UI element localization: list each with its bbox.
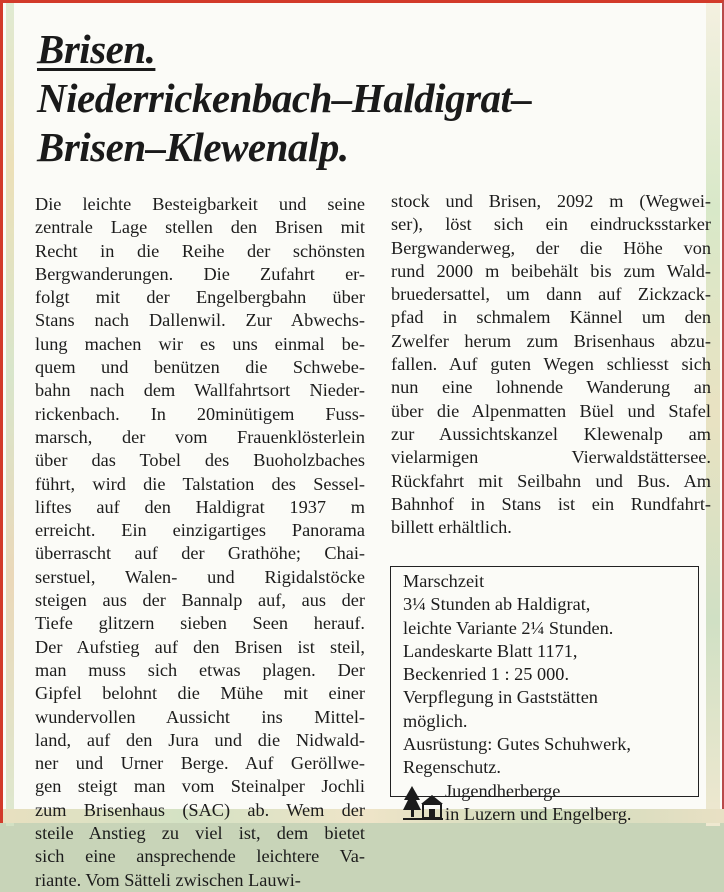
text-line: Stans nach Dallenwil. Zur Abwechs- (35, 310, 365, 331)
youth-hostel-note (403, 780, 698, 827)
text-line: vielarmigen Vierwaldstättersee. (391, 447, 711, 468)
text-line: man muss sich etwas plagen. Der (35, 659, 365, 680)
text-line: Verpflegung in Gaststätten (403, 687, 598, 708)
text-line: gen steigt man vom Steinalper Jochli (35, 776, 365, 797)
text-line: wundervollen Aussicht ins Mittel- (35, 706, 365, 727)
text-line: stock und Brisen, 2092 m (Wegwei- (391, 191, 711, 211)
youth-hostel-tree-house-icon (403, 784, 443, 822)
hostel-line-2: in Luzern und Engelberg. (445, 803, 632, 824)
text-line: Landeskarte Blatt 1171, (403, 640, 578, 661)
text-line: führt, wird die Talstation des Sessel- (35, 473, 365, 494)
hostel-line-1: Jugendherberge (445, 780, 561, 801)
text-line: Gipfel belohnt die Mühe mit einer (35, 683, 365, 704)
text-line: Recht in die Reihe der schönsten (35, 240, 365, 261)
text-line: erreicht. Ein einzigartiges Panorama (35, 520, 365, 541)
text-line: land, auf den Jura und die Nidwald- (35, 729, 365, 750)
text-line: lung machen wir es uns einmal be- (35, 333, 365, 354)
text-line: steile Anstieg zu viel ist, dem bietet (35, 823, 365, 844)
title-line-2: Niederrickenbach–Haldigrat– (37, 75, 532, 121)
text-line: serstuel, Walen- und Rigidalstöcke (35, 566, 365, 587)
text-line: Bergwanderweg, der die Höhe von (391, 237, 711, 258)
text-line: ner und Urner Berge. Auf Geröllwe- (35, 753, 365, 774)
text-line: quem und benützen die Schwebe- (35, 357, 365, 378)
title-line-1: Brisen. (37, 26, 156, 72)
text-line: rickenbach. In 20minütigem Fuss- (35, 403, 365, 424)
text-line: bruedersattel, um dann auf Zickzack- (391, 284, 711, 305)
text-line: folgt mit der Engelbergbahn über (35, 287, 365, 308)
text-line: liftes auf den Haldigrat 1937 m (35, 496, 365, 517)
text-line: Der Aufstieg auf den Brisen ist steil, (35, 636, 365, 657)
text-line: über das Tobel des Buoholzbaches (35, 450, 365, 471)
text-line: 3¼ Stunden ab Haldigrat, (403, 594, 591, 615)
text-line: bahn nach dem Wallfahrtsort Nieder- (35, 380, 365, 401)
description-column-1 (35, 193, 365, 892)
text-line: zum Brisenhaus (SAC) ab. Wem der (35, 799, 365, 820)
info-box (390, 566, 699, 824)
text-line: über die Alpenmatten Büel und Stafel (391, 400, 711, 421)
text-line: Ausrüstung: Gutes Schuhwerk, (403, 734, 631, 755)
text-line: Zwelfer herum zum Brisenhaus abzu- (391, 330, 711, 351)
text-line: pfad in schmalem Kännel um den (391, 307, 711, 328)
map-edge-left (6, 3, 14, 826)
text-line: Bahnhof in Stans ist ein Rundfahrt- (391, 493, 711, 514)
description-column-2 (391, 190, 711, 539)
text-line: sich eine ansprechende leichtere Va- (35, 846, 365, 867)
route-title (37, 25, 531, 172)
text-line: überrascht auf der Grathöhe; Chai- (35, 543, 365, 564)
text-line: rund 2000 m beibehält bis zum Wald- (391, 260, 711, 281)
text-line: möglich. (403, 710, 468, 731)
text-line: Bergwanderungen. Die Zufahrt er- (35, 263, 365, 284)
text-line: leichte Variante 2¼ Stunden. (403, 617, 614, 638)
text-line: nun eine lohnende Wanderung an (391, 377, 711, 398)
text-line: Tiefe glitzern sieben Seen herauf. (35, 613, 365, 634)
text-line: Marschzeit (403, 571, 485, 591)
text-line: riante. Vom Sätteli zwischen Lauwi- (35, 869, 301, 890)
text-line: Beckenried 1 : 25 000. (403, 664, 570, 685)
text-line: zur Aussichtskanzel Klewenalp am (391, 423, 711, 444)
title-line-3: Brisen–Klewenalp. (37, 124, 349, 170)
text-line: fallen. Auf guten Wegen schliesst sich (391, 354, 711, 375)
text-line: marsch, der vom Frauenklösterlein (35, 426, 365, 447)
text-line: billett erhältlich. (391, 517, 512, 538)
text-line: Regenschutz. (403, 757, 501, 778)
text-line: Die leichte Besteigbarkeit und seine (35, 194, 365, 214)
text-line: Rückfahrt mit Seilbahn und Bus. Am (391, 470, 711, 491)
text-line: zentrale Lage stellen den Brisen mit (35, 217, 365, 238)
text-line: ser), löst sich ein eindrucksstarker (391, 214, 711, 235)
info-lines (403, 570, 698, 780)
text-line: steigen aus der Bannalp auf, aus der (35, 590, 365, 611)
